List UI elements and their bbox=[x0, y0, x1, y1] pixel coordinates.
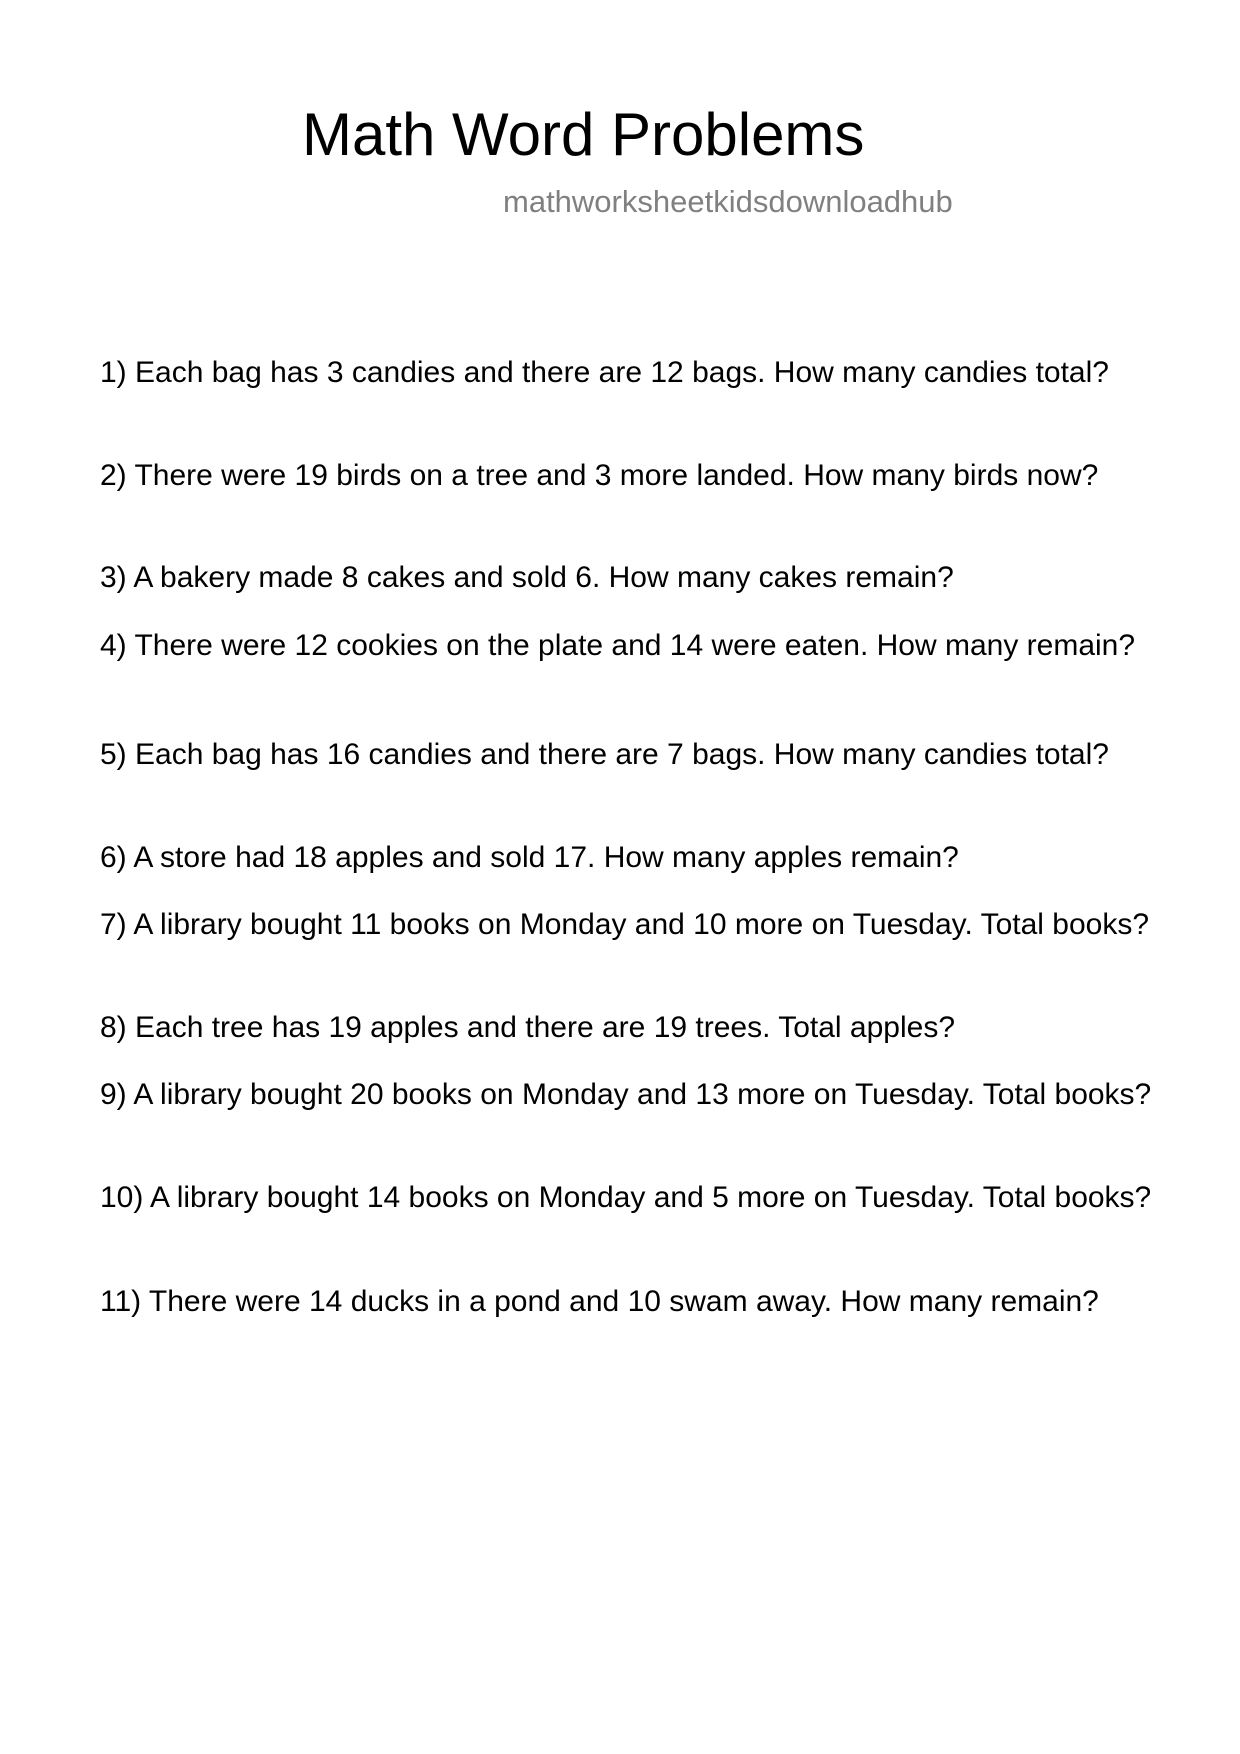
problem-item: 10) A library bought 14 books on Monday and 5 more on Tuesday. Total books? bbox=[100, 1181, 1152, 1214]
problem-item: 9) A library bought 20 books on Monday and 13 more on Tuesday. Total books? bbox=[100, 1078, 1152, 1111]
problem-item: 4) There were 12 cookies on the plate and 14 were eaten. How many remain? bbox=[100, 629, 1136, 662]
problem-item: 8) Each tree has 19 apples and there are 19 trees. Total apples? bbox=[100, 1011, 956, 1044]
problem-item: 7) A library bought 11 books on Monday and 10 more on Tuesday. Total books? bbox=[100, 908, 1150, 941]
problem-item: 11) There were 14 ducks in a pond and 10 swam away. How many remain? bbox=[100, 1285, 1099, 1318]
problem-item: 3) A bakery made 8 cakes and sold 6. How many cakes remain? bbox=[100, 561, 954, 594]
problem-item: 5) Each bag has 16 candies and there are 7 bags. How many candies total? bbox=[100, 738, 1109, 771]
problem-item: 6) A store had 18 apples and sold 17. How many apples remain? bbox=[100, 841, 959, 874]
page-title: Math Word Problems bbox=[302, 101, 865, 168]
source-subtitle: mathworksheetkidsdownloadhub bbox=[503, 184, 953, 219]
problem-item: 1) Each bag has 3 candies and there are 12 bags. How many candies total? bbox=[100, 356, 1109, 389]
problem-item: 2) There were 19 birds on a tree and 3 more landed. How many birds now? bbox=[100, 459, 1099, 492]
